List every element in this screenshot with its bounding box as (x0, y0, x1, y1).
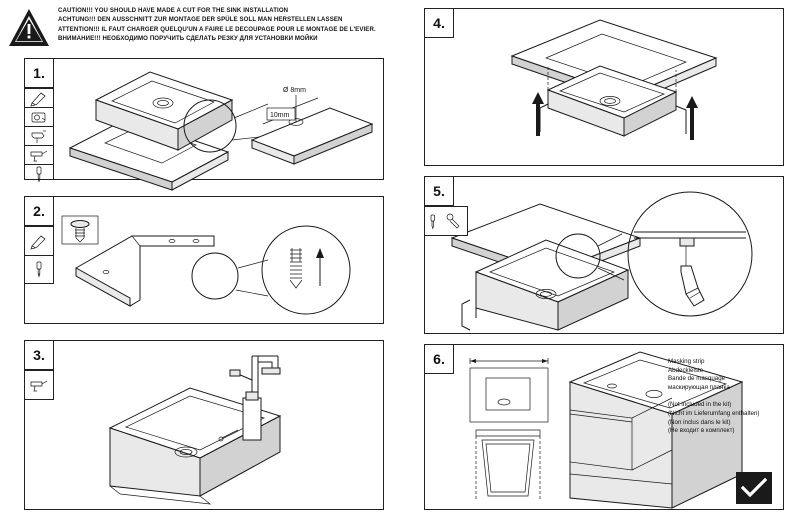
legend-secondary-de: (Nicht im Lieferumfang enthalten) (668, 409, 760, 417)
screwdriver-icon (425, 207, 467, 235)
warning-line-ru: ВНИМАНИЕ!!! НЕОБХОДИМО ПОРУЧИТЬ СДЕЛАТЬ РЕЗКУ ДЛЯ УСТАНОВКИ МОЙКИ (58, 35, 318, 43)
step-1-tools (24, 88, 54, 180)
pencil-icon (25, 227, 53, 256)
legend-secondary-fr: (Non inclus dans le kit) (668, 418, 731, 426)
silicone-gun-icon (25, 371, 53, 399)
legend-primary-fr: Bande de masquage (668, 375, 726, 383)
screwdriver-icon (25, 165, 53, 183)
jigsaw-icon (25, 127, 53, 146)
legend-secondary-en: (Not included in the kit) (668, 401, 732, 409)
legend-secondary-ru: (Не входит в комплект) (668, 427, 735, 435)
step-1-label-depth: 10mm (270, 112, 290, 119)
step-6-legend (668, 358, 788, 436)
warning-line-en: CAUTION!!! YOU SHOULD HAVE MADE A CUT FOR THE SINK INSTALLATION (58, 7, 289, 14)
legend-primary-en: Masking strip (668, 358, 705, 365)
step-1-number: 1. (24, 58, 54, 88)
step-2-tools (24, 226, 54, 284)
pencil-icon (25, 89, 53, 108)
completion-check (736, 472, 772, 504)
legend-primary-de: Abdeckleiste (668, 366, 704, 374)
warning-line-de: ACHTUNG!!! DEN AUSSCHNITT ZUR MONTAGE DER SPÜLE SOLL MAN HERSTELLEN LASSEN (58, 16, 343, 24)
step-6-number: 6. (424, 344, 454, 374)
warning-line-fr: ATTENTION!!! IL FAUT CHARGER QUELQU'UN A FAIRE LE DECOUPAGE POUR LE MONTAGE DE L'EVIER. (58, 25, 376, 33)
screwdriver-icon (25, 256, 53, 284)
step-2-number: 2. (24, 196, 54, 226)
step-3-number: 3. (24, 340, 54, 370)
checkmark-icon (741, 477, 767, 499)
tape-measure-icon (25, 108, 53, 127)
silicone-gun-icon (25, 146, 53, 165)
step-5-tools (424, 206, 468, 236)
legend-primary-ru: маскирующая планка (668, 383, 730, 391)
step-3-tools (24, 370, 54, 400)
step-4-number: 4. (424, 8, 454, 38)
step-1-label-diameter: Ø 8mm (283, 87, 306, 94)
step-5-number: 5. (424, 176, 454, 206)
